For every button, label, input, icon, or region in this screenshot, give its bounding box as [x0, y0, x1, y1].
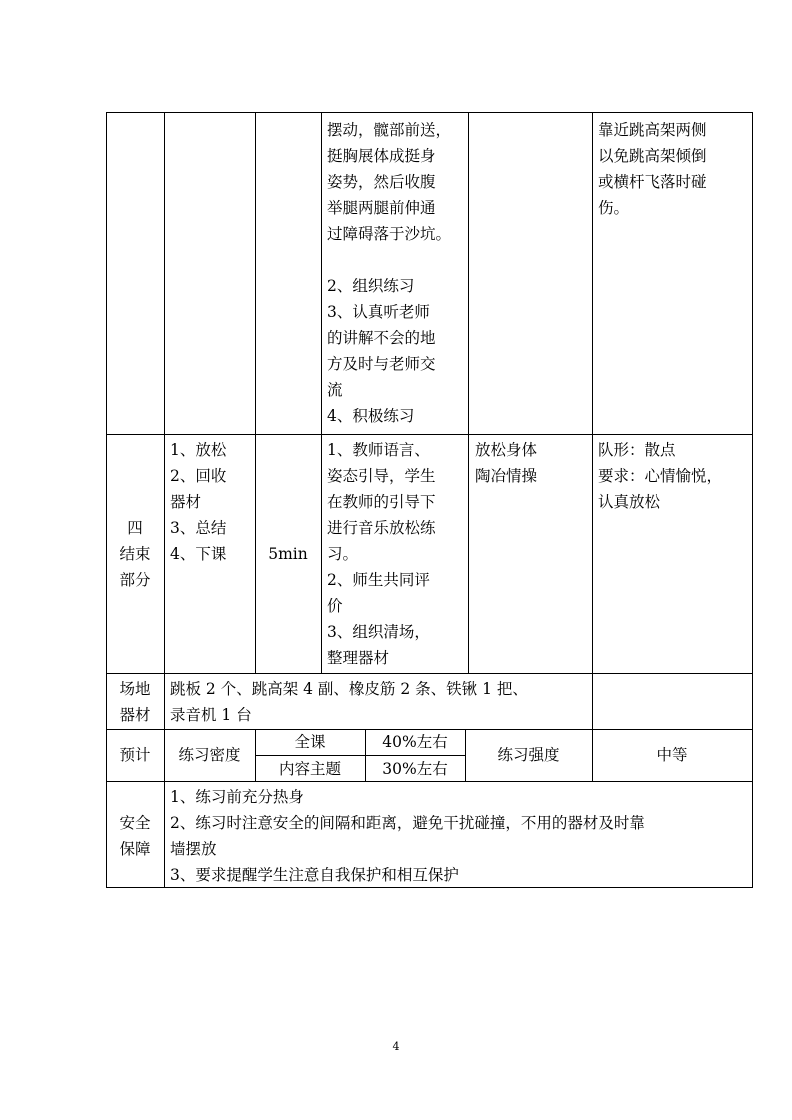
intensity-label: 练习强度: [497, 746, 560, 764]
density-row-topic-value: 30%左右: [382, 760, 448, 778]
intensity-value: 中等: [656, 746, 688, 764]
density-row-topic-name: 内容主题: [278, 760, 341, 778]
closing-content: 1、放松 2、回收 器材 3、总结 4、下课: [170, 441, 227, 563]
forecast-label: 预计: [119, 746, 151, 764]
rule-left: [106, 112, 107, 888]
density-row-full-name: 全课: [294, 733, 326, 751]
safety-label: 安全 保障: [119, 814, 151, 858]
closing-time: 5min: [268, 545, 308, 563]
rule-col3: [321, 112, 322, 674]
rule-after-closing: [106, 673, 753, 674]
closing-notes: 队形：散点 要求：心情愉悦， 认真放松: [598, 441, 723, 511]
teaching-method-continued: 摆动，髋部前送， 挺胸展体成挺身 姿势，然后收腹 举腿两腿前伸通 过障碍落于沙坑。 2、组织练习 3、认真听老师 的讲解不会的地 方及时与老师交 流 4、积极练习: [327, 121, 452, 425]
closing-purpose: 放松身体 陶冶情操: [475, 441, 538, 485]
rule-col4: [468, 112, 469, 674]
closing-section-label: 四 结束 部分: [119, 519, 151, 589]
density-label: 练习密度: [178, 746, 241, 764]
safety-items: 1、练习前充分热身 2、练习时注意安全的间隔和距离，避免干扰碰撞，不用的器材及时靠 墙摆放 3、要求提醒学生注意自我保护和相互保护: [170, 788, 645, 884]
rule-col5: [592, 112, 593, 782]
rule-top: [106, 112, 753, 113]
rule-right: [752, 112, 753, 888]
safety-note-continued: 靠近跳高架两侧 以免跳高架倾倒 或横杆飞落时碰 伤。: [598, 121, 707, 217]
venue-label: 场地 器材: [119, 680, 151, 724]
rule-after-upper: [106, 434, 753, 435]
rule-col1: [164, 112, 165, 888]
closing-methods: 1、教师语言、 姿态引导，学生 在教师的引导下 进行音乐放松练 习。 2、师生共同评 价 3、组织清场， 整理器材: [327, 441, 436, 667]
venue-equipment: 跳板 2 个、跳高架 4 副、橡皮筋 2 条、铁锹 1 把、 录音机 1 台: [170, 680, 528, 724]
density-row-full-value: 40%左右: [382, 733, 448, 751]
page-number: 4: [392, 1040, 400, 1053]
rule-col2: [255, 112, 256, 674]
